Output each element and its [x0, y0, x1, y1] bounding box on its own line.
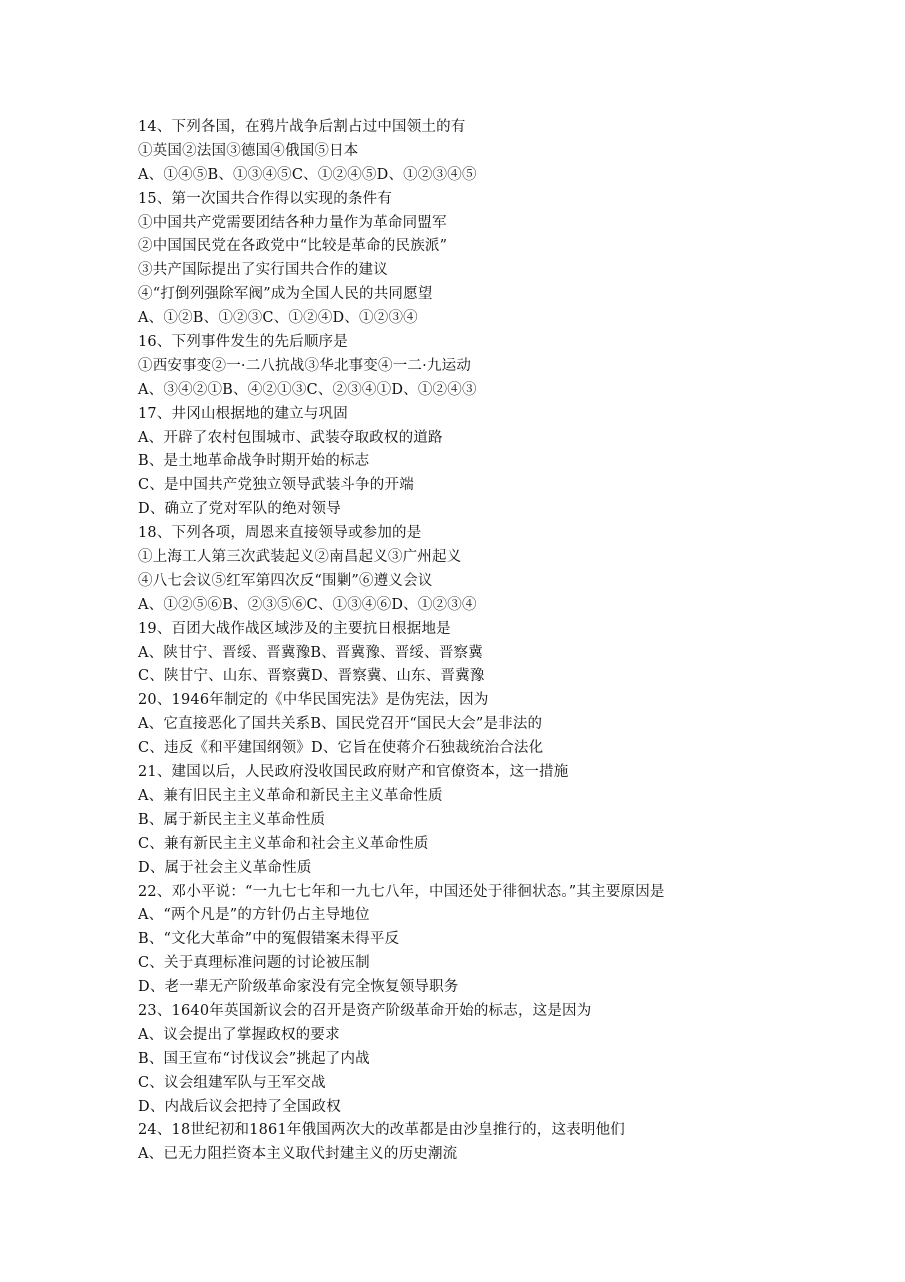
question-20-options-cd: C、违反《和平建国纲领》D、它旨在使蒋介石独裁统治合法化: [138, 740, 544, 757]
question-15-item-4: ④“打倒列强除军阀”成为全国人民的共同愿望: [138, 286, 433, 303]
question-15-item-2: ②中国国民党在各政党中“比较是革命的民族派”: [138, 238, 448, 255]
question-23-option-b: B、国王宣布“讨伐议会”挑起了内战: [138, 1050, 370, 1067]
question-22-option-d: D、老一辈无产阶级革命家没有完全恢复领导职务: [138, 979, 459, 996]
question-15-options: A、①②B、①②③C、①②④D、①②③④: [138, 310, 418, 327]
question-22-option-c: C、关于真理标准问题的讨论被压制: [138, 955, 370, 972]
question-20: 20、1946年制定的《中华民国宪法》是伪宪法，因为: [138, 692, 489, 709]
question-17-option-c: C、是中国共产党独立领导武装斗争的开端: [138, 477, 414, 494]
question-14-options: A、①④⑤B、①③④⑤C、①②④⑤D、①②③④⑤: [138, 166, 477, 183]
question-16: 16、下列事件发生的先后顺序是: [138, 334, 348, 351]
question-20-options-ab: A、它直接恶化了国共关系B、国民党召开“国民大会”是非法的: [138, 716, 543, 733]
question-19-options-cd: C、陕甘宁、山东、晋察冀D、晋察冀、山东、晋冀豫: [138, 668, 485, 685]
question-14: 14、下列各国，在鸦片战争后割占过中国领土的有: [138, 119, 466, 135]
question-22: 22、邓小平说：“一九七七年和一九七八年，中国还处于徘徊状态。”其主要原因是: [138, 883, 665, 900]
question-15-item-1: ①中国共产党需要团结各种力量作为革命同盟军: [138, 214, 447, 231]
question-23-option-c: C、议会组建军队与王军交战: [138, 1074, 326, 1091]
question-22-option-a: A、“两个凡是”的方针仍占主导地位: [138, 907, 370, 924]
question-23-option-a: A、议会提出了掌握政权的要求: [138, 1026, 340, 1043]
question-21-option-c: C、兼有新民主主义革命和社会主义革命性质: [138, 835, 429, 852]
question-18-options: A、①②⑤⑥B、②③⑤⑥C、①③④⑥D、①②③④: [138, 596, 477, 613]
question-24-option-a: A、已无力阻拦资本主义取代封建主义的历史潮流: [138, 1146, 458, 1163]
question-14-items: ①英国②法国③德国④俄国⑤日本: [138, 142, 359, 159]
question-17-option-b: B、是土地革命战争时期开始的标志: [138, 453, 370, 470]
question-23-option-d: D、内战后议会把持了全国政权: [138, 1098, 341, 1115]
question-18: 18、下列各项，周恩来直接领导或参加的是: [138, 525, 422, 542]
question-16-items: ①西安事变②一·二八抗战③华北事变④一二·九运动: [138, 357, 472, 374]
question-17-option-a: A、开辟了农村包围城市、武装夺取政权的道路: [138, 429, 443, 446]
question-19: 19、百团大战作战区域涉及的主要抗日根据地是: [138, 620, 451, 637]
question-21-option-d: D、属于社会主义革命性质: [138, 859, 312, 876]
question-17-option-d: D、确立了党对军队的绝对领导: [138, 501, 341, 518]
question-15: 15、第一次国共合作得以实现的条件有: [138, 190, 393, 207]
question-22-option-b: B、“文化大革命”中的冤假错案未得平反: [138, 931, 400, 948]
question-18-items-1: ①上海工人第三次武装起义②南昌起义③广州起义: [138, 549, 462, 566]
question-19-options-ab: A、陕甘宁、晋绥、晋冀豫B、晋冀豫、晋绥、晋察冀: [138, 644, 483, 661]
document-text: [138, 116, 878, 1167]
question-21: 21、建国以后，人民政府没收国民政府财产和官僚资本，这一措施: [138, 764, 569, 781]
question-18-items-2: ④八七会议⑤红军第四次反“围剿”⑥遵义会议: [138, 572, 433, 589]
question-15-item-3: ③共产国际提出了实行国共合作的建议: [138, 262, 388, 279]
question-21-option-a: A、兼有旧民主主义革命和新民主主义革命性质: [138, 787, 443, 804]
question-16-options: A、③④②①B、④②①③C、②③④①D、①②④③: [138, 381, 477, 398]
question-23: 23、1640年英国新议会的召开是资产阶级革命开始的标志，这是因为: [138, 1002, 592, 1019]
question-17: 17、井冈山根据地的建立与巩固: [138, 405, 348, 422]
question-24: 24、18世纪初和1861年俄国两次大的改革都是由沙皇推行的，这表明他们: [138, 1122, 626, 1139]
question-21-option-b: B、属于新民主主义革命性质: [138, 811, 326, 828]
